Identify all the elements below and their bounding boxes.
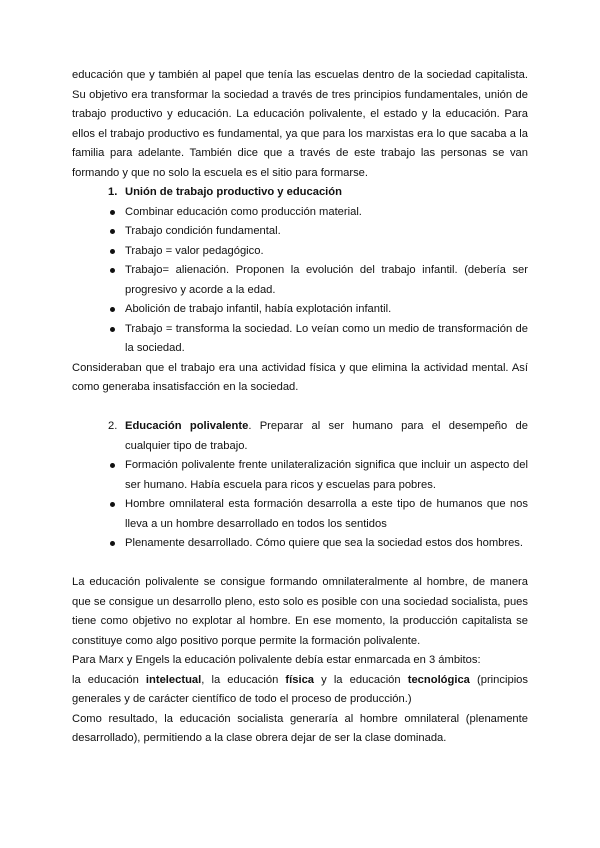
term-tecnologica: tecnológica [407, 673, 470, 686]
section1-bullet-list [72, 203, 528, 359]
bullet-icon [110, 463, 115, 468]
term-fisica: física [285, 673, 315, 686]
section2-number: 2. [108, 420, 118, 432]
bullet-icon [110, 307, 115, 312]
bullet-icon [110, 229, 115, 234]
bullet-icon [110, 210, 115, 215]
list-item: Trabajo= alienación. Proponen la evolución del trabajo infantil. (debería ser progresivo y acorde a la edad. [72, 261, 528, 300]
bullet-icon [110, 249, 115, 254]
section2-title: Educación polivalente [125, 420, 249, 432]
blank-line [72, 554, 528, 574]
list-item: Hombre omnilateral esta formación desarrolla a este tipo de humanos que nos lleva a un hombre desarrollado en todos los sentidos [72, 495, 528, 534]
bullet-icon [110, 502, 115, 507]
section1-heading [72, 183, 528, 203]
section2-title-rest: . Preparar al ser humano para el desempeño de cualquier tipo de trabajo. [125, 420, 528, 452]
list-item: Formación polivalente frente unilateralización significa que incluir un aspecto del ser humano. Había escuela para ricos y escuelas para pobres. [72, 456, 528, 495]
section2-heading [72, 417, 528, 456]
section1-number: 1. [108, 186, 118, 198]
list-item: Combinar educación como producción material. [72, 203, 528, 223]
blank-line [72, 398, 528, 418]
conclusion-paragraph-1: La educación polivalente se consigue formando omnilateralmente al hombre, de manera que se consigue un desarrollo pleno, esto solo es posible con una sociedad socialista, pues tiene como objetivo no explotar al hombre. En ese momento, la producción capitalista se constituye como algo positivo porque permite la formación polivalente. [72, 576, 528, 647]
list-item: Trabajo condición fundamental. [72, 222, 528, 242]
conclusion-paragraph-3: la educación intelectual, la educación física y la educación tecnológica (principios generales y de carácter científico de todo el proceso de producción.) [72, 673, 528, 705]
intro-paragraph: educación que y también al papel que tenía las escuelas dentro de la sociedad capitalista. Su objetivo era transformar la sociedad a través de tres principios fundamentales, unión de trabajo productivo y educación. La educación polivalente, el estado y la educación. Para ellos el trabajo productivo es fundamental, ya que para los marxistas era lo que sacaba a la familia para adelante. También dice que a través de este trabajo las personas se van formando y que no solo la escuela es el sitio para formarse. [72, 69, 528, 179]
list-item: Trabajo = valor pedagógico. [72, 242, 528, 262]
list-item: Trabajo = transforma la sociedad. Lo veían como un medio de transformación de la sociedad. [72, 320, 528, 359]
conclusion-paragraph-4: Como resultado, la educación socialista generaría al hombre omnilateral (plenamente desarrollado), permitiendo a la clase obrera dejar de ser la clase dominada. [72, 712, 528, 744]
bullet-icon [110, 541, 115, 546]
section2-heading-list [72, 417, 528, 456]
conclusion-paragraph-2: Para Marx y Engels la educación polivalente debía estar enmarcada en 3 ámbitos: [72, 654, 481, 666]
section1-title: Unión de trabajo productivo y educación [125, 186, 342, 198]
term-intelectual: intelectual [145, 673, 202, 686]
section1-heading-list [72, 183, 528, 203]
section1-closing-paragraph: Consideraban que el trabajo era una actividad física y que elimina la actividad mental. Así como generaba insatisfacción en la sociedad. [72, 361, 528, 393]
bullet-icon [110, 327, 115, 332]
list-item: Plenamente desarrollado. Cómo quiere que sea la sociedad estos dos hombres. [72, 534, 528, 554]
bullet-icon [110, 268, 115, 273]
list-item: Abolición de trabajo infantil, había explotación infantil. [72, 300, 528, 320]
section2-bullet-list [72, 456, 528, 554]
